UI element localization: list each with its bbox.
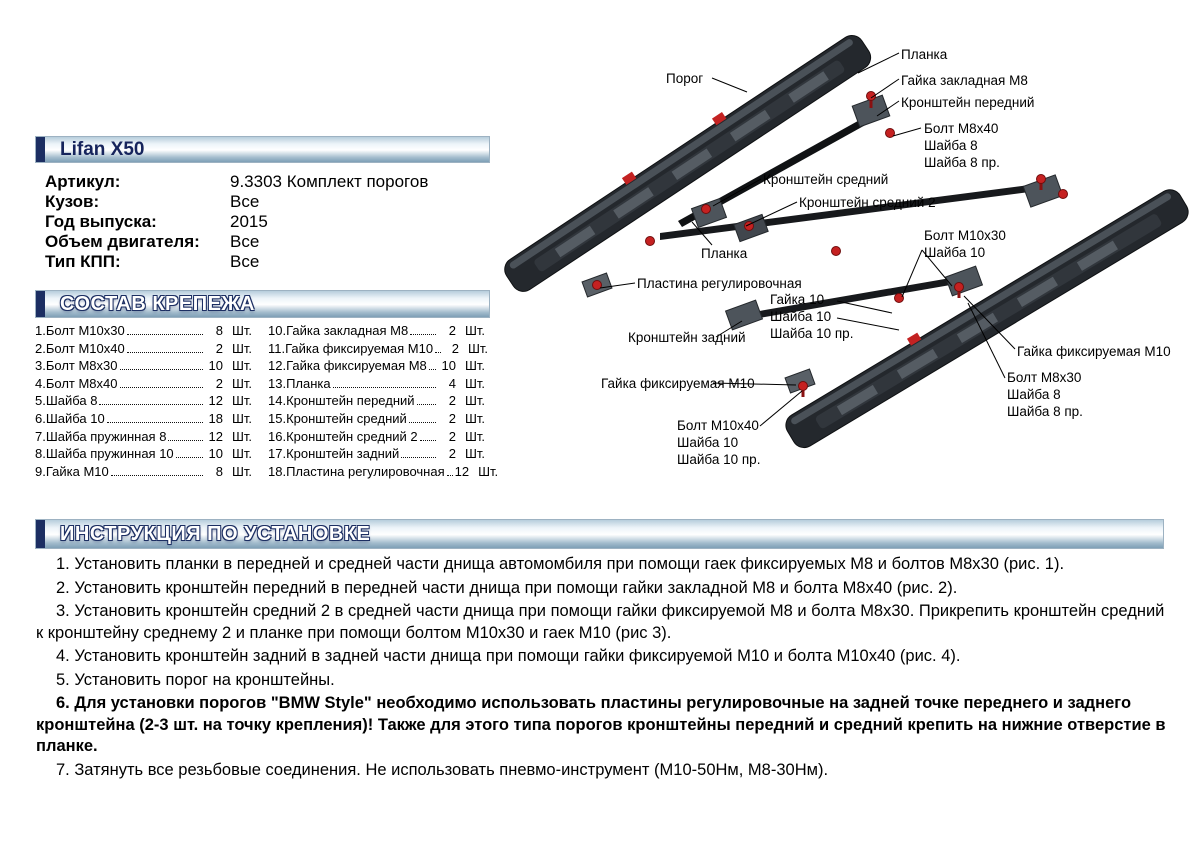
part-name: 6.Шайба 10 [35, 410, 105, 426]
dot-leader [435, 352, 441, 353]
part-row [268, 376, 491, 394]
rail-bottom [778, 180, 1192, 452]
part-unit: Шт. [465, 323, 486, 338]
instruction-step-5: 5. Установить порог на кронштейны. [56, 670, 335, 689]
spec-label: Год выпуска: [45, 212, 157, 231]
part-qty: 10 [441, 358, 456, 374]
spec-label: Артикул: [45, 172, 121, 191]
part-qty: 8 [215, 463, 223, 479]
diagram-label-bolt-m8x30: Болт М8х30 [1007, 370, 1082, 385]
part-name: 18.Пластина регулировочная [268, 463, 445, 479]
spec-value: Все [230, 192, 260, 211]
diagram-label-washer-8: Шайба 8 [924, 138, 978, 153]
diagram-label-fix-nut-m10-right: Гайка фиксируемая М10 [1017, 344, 1171, 359]
spec-row-article [45, 172, 490, 192]
dot-leader [120, 387, 204, 388]
part-name: 15.Кронштейн средний [268, 410, 407, 426]
diagram-label-bolt-m10x40: Болт М10х40 [677, 418, 759, 433]
part-qty: 2 [448, 446, 456, 462]
part-unit: Шт. [465, 446, 486, 462]
part-row [268, 446, 491, 464]
model-title-bar [35, 136, 490, 163]
part-name: 2.Болт М10х40 [35, 340, 125, 356]
part-unit: Шт. [232, 358, 253, 374]
part-row [35, 464, 258, 482]
dot-leader [410, 334, 436, 335]
part-unit: Шт. [232, 428, 253, 444]
instruction-step-3: 3. Установить кронштейн средний 2 в средней части днища при помощи гайки фиксируемой М8 и болта М8х30. Прикрепить кронштейн средний к кронштейну среднему 2 и планке при помощи болтом М10х30 и гаек М10 (рис 3). [36, 602, 1165, 642]
spec-row-body [45, 192, 490, 212]
diagram-label-washer-10-a: Шайба 10 [924, 245, 986, 260]
dot-leader [409, 422, 436, 423]
diagram-label-rail: Порог [666, 71, 704, 86]
diagram-label-nut-10: Гайка 10 [770, 292, 825, 307]
part-unit: Шт. [465, 375, 486, 391]
diagram-label-spring-washer-10-b: Шайба 10 пр. [677, 452, 761, 467]
part-row [35, 341, 258, 359]
part-name: 7.Шайба пружинная 8 [35, 428, 167, 444]
diagram-label-fix-nut-m10-left: Гайка фиксируемая М10 [601, 376, 755, 391]
part-row [268, 429, 491, 447]
part-qty: 2 [448, 393, 456, 409]
diagram-label-bolt-m8x40: Болт М8х40 [924, 121, 999, 136]
part-qty: 2 [215, 375, 223, 391]
part-row [35, 358, 258, 376]
part-qty: 12 [208, 428, 223, 444]
spec-row-transmission [45, 252, 490, 272]
diagram-label-middle-bracket-2: Кронштейн средний 2 [799, 195, 936, 210]
part-qty: 12 [208, 393, 223, 409]
part-name: 4.Болт М8х40 [35, 375, 118, 391]
part-qty: 10 [208, 446, 223, 462]
part-name: 3.Болт М8х30 [35, 358, 118, 374]
part-row [268, 463, 499, 482]
instruction-step-6: 6. Для установки порогов "BMW Style" необходимо использовать пластины регулировочные на задней точке переднего и заднего кронштейна (2-3 шт. на точку крепления)! Также для этого типа порогов кронштейны передний и средний крепить на нижние отверстие в планке. [36, 694, 1166, 755]
dot-leader [107, 422, 203, 423]
side-step-artwork [500, 0, 1200, 515]
dot-leader [127, 352, 203, 353]
diagram-label-washer-10-b: Шайба 10 [770, 309, 832, 324]
rail-top [500, 26, 875, 296]
part-name: 12.Гайка фиксируемая М8 [268, 358, 427, 374]
fasteners-list [35, 323, 499, 481]
fasteners-section-title: СОСТАВ КРЕПЕЖА [60, 292, 255, 315]
part-unit: Шт. [465, 410, 486, 426]
diagram-label-spring-washer-10-a: Шайба 10 пр. [770, 326, 854, 341]
spec-label: Объем двигателя: [45, 232, 200, 251]
instruction-step-2: 2. Установить кронштейн передний в передней части днища при помощи гайки закладной М8 и болта М8х40 (рис. 2). [56, 578, 958, 597]
exploded-view-diagram [500, 0, 1200, 515]
part-row [268, 358, 491, 376]
part-row [35, 429, 258, 447]
spec-row-engine [45, 232, 490, 252]
diagram-label-rear-bracket: Кронштейн задний [628, 330, 746, 345]
part-unit: Шт. [232, 446, 253, 462]
fasteners-list-left [35, 323, 258, 481]
dot-leader [447, 475, 453, 476]
part-name: 5.Шайба 8 [35, 393, 98, 409]
part-name: 11.Гайка фиксируемая М10 [268, 340, 434, 356]
part-qty: 4 [448, 375, 456, 391]
dot-leader [401, 457, 436, 458]
part-name: 16.Кронштейн средний 2 [268, 428, 418, 444]
part-row [35, 411, 258, 429]
dot-leader [429, 369, 436, 370]
fasteners-list-right [268, 323, 499, 481]
part-unit: Шт. [467, 340, 489, 356]
part-unit: Шт. [232, 323, 253, 338]
model-name: Lifan X50 [60, 138, 145, 160]
part-name: 9.Гайка М10 [35, 463, 109, 479]
spec-value: 2015 [230, 212, 268, 231]
part-qty: 2 [448, 323, 456, 338]
part-row [268, 411, 491, 429]
part-qty: 2 [215, 340, 223, 356]
spec-label: Кузов: [45, 192, 100, 211]
instructions-section-bar [35, 519, 1164, 549]
part-row [35, 393, 258, 411]
instruction-step-4: 4. Установить кронштейн задний в задней части днища при помощи гайки фиксируемой М10 и болта М10х40 (рис. 4). [56, 647, 961, 665]
spec-value: Все [230, 232, 260, 251]
part-name: 14.Кронштейн передний [268, 393, 415, 409]
dot-leader [127, 334, 203, 335]
instructions-section-title: ИНСТРУКЦИЯ ПО УСТАНОВКЕ [60, 522, 371, 545]
part-unit: Шт. [232, 375, 253, 391]
part-qty: 2 [451, 340, 459, 356]
part-name: 17.Кронштейн задний [268, 446, 400, 462]
dot-leader [176, 457, 203, 458]
part-name: 10.Гайка закладная М8 [268, 323, 409, 338]
diagram-label-insert-nut-m8: Гайка закладная М8 [901, 73, 1028, 88]
part-unit: Шт. [232, 340, 253, 356]
spec-label: Тип КПП: [45, 252, 121, 271]
instructions-list [36, 554, 1166, 783]
dot-leader [120, 369, 204, 370]
diagram-label-adjust-plate: Пластина регулировочная [637, 276, 802, 291]
diagram-label-plank-mid: Планка [701, 246, 748, 261]
instruction-step-7: 7. Затянуть все резьбовые соединения. Не использовать пневмо-инструмент (М10-50Нм, М8-30Нм). [56, 760, 829, 779]
part-qty: 10 [208, 358, 223, 374]
part-qty: 8 [215, 323, 223, 338]
fasteners-section-bar [35, 290, 490, 318]
dot-leader [417, 404, 436, 405]
diagram-label-spring-washer-8-b: Шайба 8 пр. [1007, 404, 1083, 419]
part-row [35, 376, 258, 394]
spec-row-year [45, 212, 490, 232]
part-row [268, 341, 491, 359]
part-row [35, 323, 258, 341]
part-name: 8.Шайба пружинная 10 [35, 446, 174, 462]
part-row [35, 446, 258, 464]
dot-leader [111, 475, 203, 476]
dot-leader [168, 440, 203, 441]
part-unit: Шт. [465, 358, 486, 374]
part-row [268, 323, 491, 341]
spec-value: 9.3303 Комплект порогов [230, 172, 429, 191]
part-unit: Шт. [232, 393, 253, 409]
diagram-label-washer-10-c: Шайба 10 [677, 435, 739, 450]
part-qty: 18 [208, 410, 223, 426]
diagram-label-spring-washer-8: Шайба 8 пр. [924, 155, 1000, 170]
part-qty: 2 [448, 428, 456, 444]
diagram-label-middle-bracket: Кронштейн средний [763, 172, 889, 187]
diagram-label-washer-8-b: Шайба 8 [1007, 387, 1061, 402]
part-name: 13.Планка [268, 375, 331, 391]
diagram-label-plank-top: Планка [901, 47, 948, 62]
diagram-label-bolt-m10x30: Болт М10х30 [924, 228, 1006, 243]
part-qty: 12 [454, 463, 470, 479]
part-unit: Шт. [478, 463, 499, 479]
instruction-step-1: 1. Установить планки в передней и средней части днища автомомбиля при помощи гаек фиксируемых М8 и болтов М8х30 (рис. 1). [56, 555, 1065, 573]
dot-leader [333, 387, 436, 388]
diagram-label-front-bracket: Кронштейн передний [901, 95, 1035, 110]
part-qty: 2 [448, 410, 456, 426]
part-unit: Шт. [465, 393, 486, 409]
spec-table [45, 172, 490, 272]
part-row [268, 393, 491, 411]
part-name: 1.Болт М10х30 [35, 323, 125, 338]
spec-value: Все [230, 252, 260, 271]
part-unit: Шт. [232, 410, 253, 426]
part-unit: Шт. [232, 463, 253, 479]
dot-leader [99, 404, 203, 405]
dot-leader [420, 440, 436, 441]
part-unit: Шт. [465, 428, 486, 444]
